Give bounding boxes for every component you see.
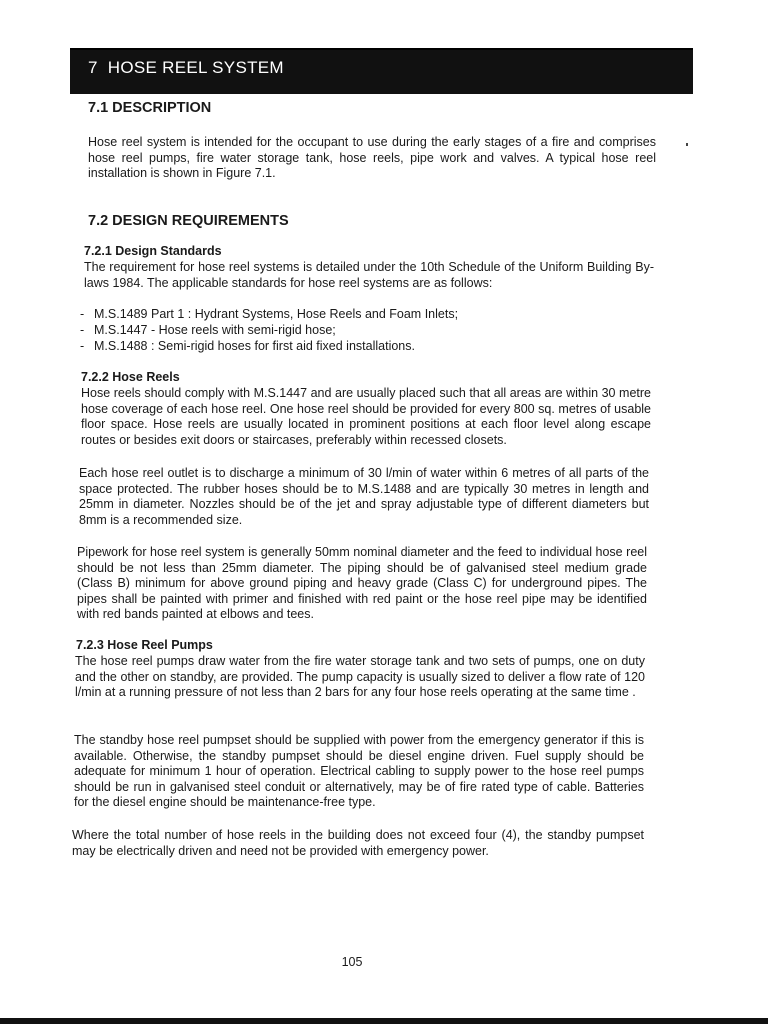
pumps-paragraph-2: The standby hose reel pumpset should be supplied with power from the emergency generator if this is available. Otherwise, the standby pumpset should be diesel engine driven. Fuel supply should be adequate for minimum 1 hour of operation. Electrical cabling to supply power to the hose reel pumps should be run in galvanised steel conduit or alternatively, may be of fire rated type of cable. Batteries for the diesel engine should be maintenance-free type. xyxy=(74,733,644,809)
bottom-edge xyxy=(0,1018,768,1024)
section-7-2-1-body: The requirement for hose reel systems is detailed under the 10th Schedule of the Uniform Building By-laws 1984. The applicable standards for hose reel systems are as follows: xyxy=(84,260,654,290)
section-7-2-heading: 7.2 DESIGN REQUIREMENTS xyxy=(88,213,289,229)
chapter-header-bar xyxy=(70,48,693,94)
list-item: - M.S.1489 Part 1 : Hydrant Systems, Hose Reels and Foam Inlets; xyxy=(80,306,640,322)
hose-reels-paragraph-1: Hose reels should comply with M.S.1447 and are usually placed such that all areas are within 30 metre hose coverage of each hose reel. One hose reel should be provided for every 800 sq. metres of usable floor space. Hose reels are usually located in prominent positions at each floor level along escape routes or besides exit doors or staircases, preferably within recessed closets. xyxy=(81,386,651,447)
list-item: - M.S.1488 : Semi-rigid hoses for first aid fixed installations. xyxy=(80,338,640,354)
hose-reels-paragraph-3: Pipework for hose reel system is generally 50mm nominal diameter and the feed to individual hose reel should be not less than 25mm diameter. The piping should be of galvanised steel medium grade (Class B) minimum for above ground piping and heavy grade (Class C) for underground pipes. The pipes shall be painted with primer and finished with red paint or the hose reel pipe may be identified with red bands painted at elbows and tees. xyxy=(77,545,647,621)
chapter-title xyxy=(88,58,294,78)
hose-reels-paragraph-2: Each hose reel outlet is to discharge a minimum of 30 l/min of water within 6 metres of all parts of the space protected. The rubber hoses should be to M.S.1488 and are typically 30 metres in length and 25mm in diameter. Nozzles should be of the jet and spray adjustable type of different diameters but 8mm is a recommended size. xyxy=(79,466,649,527)
page-number: 105 xyxy=(341,955,363,969)
standards-list xyxy=(80,306,640,354)
section-7-2-2-heading: 7.2.2 Hose Reels xyxy=(81,370,180,384)
section-7-2-3-heading: 7.2.3 Hose Reel Pumps xyxy=(76,638,213,652)
list-item: - M.S.1447 - Hose reels with semi-rigid hose; xyxy=(80,322,640,338)
chapter-title-text: HOSE REEL SYSTEM xyxy=(107,58,284,77)
pumps-paragraph-3: Where the total number of hose reels in the building does not exceed four (4), the standby pumpset may be electrically driven and need not be provided with emergency power. xyxy=(72,828,644,858)
section-7-1-body: Hose reel system is intended for the occupant to use during the early stages of a fire and comprises hose reel pumps, fire water storage tank, hose reels, pipe work and valves. A typical hose reel installation is shown in Figure 7.1. xyxy=(88,135,656,180)
section-7-1-heading: 7.1 DESCRIPTION xyxy=(88,100,212,116)
chapter-number: 7 xyxy=(88,58,98,77)
pumps-paragraph-1: The hose reel pumps draw water from the fire water storage tank and two sets of pumps, one on duty and the other on standby, are provided. The pump capacity is usually sized to deliver a flow rate of 120 l/min at a running pressure of not less than 2 bars for any four hose reels operating at the same time . xyxy=(75,654,645,699)
section-7-2-1-heading: 7.2.1 Design Standards xyxy=(84,244,222,258)
scan-speck xyxy=(686,143,688,146)
